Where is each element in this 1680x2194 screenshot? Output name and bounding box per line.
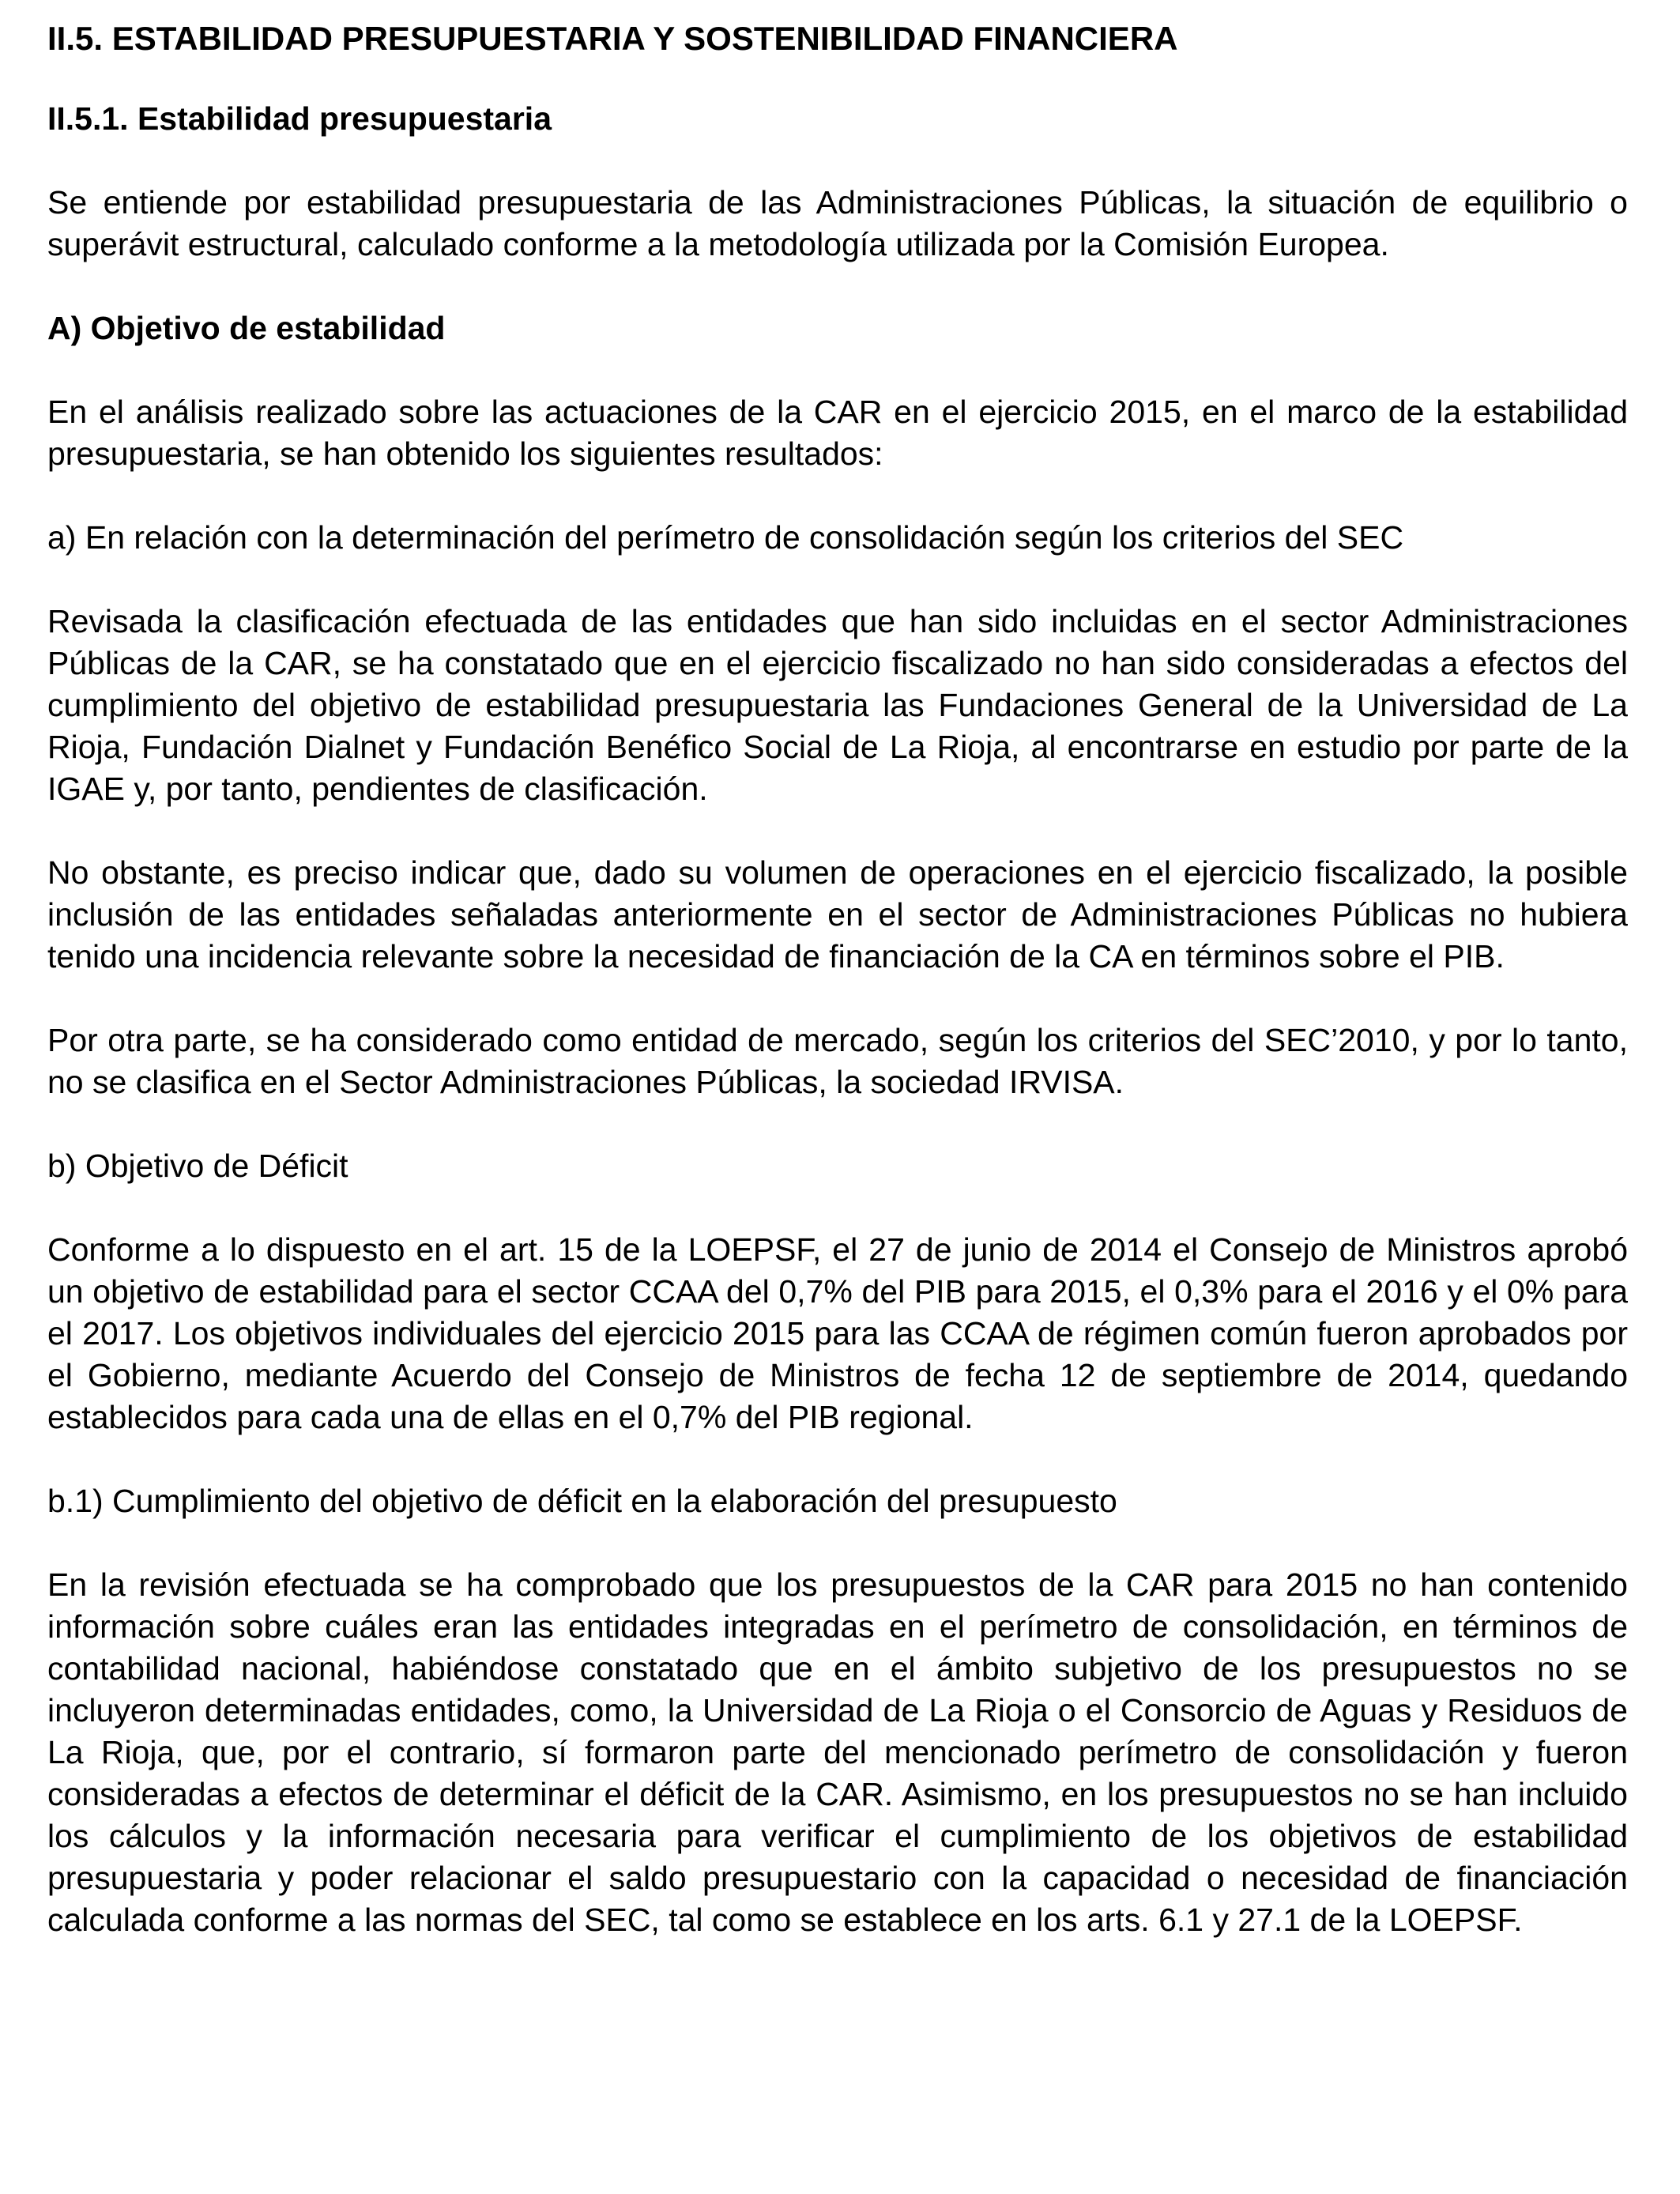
paragraph-no-obstante: No obstante, es preciso indicar que, dado su volumen de operaciones en el ejercicio fiscalizado, la posible inclusión de las entidades señaladas anteriormente en el sector de Administraciones Públicas no hubiera tenido una incidencia relevante sobre la necesidad de financiación de la CA en términos sobre el PIB. xyxy=(47,854,1628,974)
item-b1-cumplimiento: b.1) Cumplimiento del objetivo de déficit en la elaboración del presupuesto xyxy=(47,1483,1117,1519)
intro-paragraph: Se entiende por estabilidad presupuestaria de las Administraciones Públicas, la situación de equilibrio o superávit estructural, calculado conforme a la metodología utilizada por la Comisión Europea. xyxy=(47,184,1628,262)
paragraph-analisis: En el análisis realizado sobre las actuaciones de la CAR en el ejercicio 2015, en el marco de la estabilidad presupuestaria, se han obtenido los siguientes resultados: xyxy=(47,394,1628,472)
paragraph-irvisa: Por otra parte, se ha considerado como entidad de mercado, según los criterios del SEC’2010, y por lo tanto, no se clasifica en el Sector Administraciones Públicas, la sociedad IRVISA. xyxy=(47,1022,1628,1100)
subsection-title: II.5.1. Estabilidad presupuestaria xyxy=(47,100,552,137)
document-page xyxy=(47,17,1628,1983)
item-a-perimetro: a) En relación con la determinación del perímetro de consolidación según los criterios del SEC xyxy=(47,519,1404,556)
paragraph-clasificacion: Revisada la clasificación efectuada de las entidades que han sido incluidas en el sector Administraciones Públicas de la CAR, se ha constatado que en el ejercicio fiscalizado no han sido consideradas a efectos del cumplimiento del objetivo de estabilidad presupuestaria las Fundaciones General de la Universidad de La Rioja, Fundación Dialnet y Fundación Benéfico Social de La Rioja, al encontrarse en estudio por parte de la IGAE y, por tanto, pendientes de clasificación. xyxy=(47,603,1628,807)
heading-objetivo-estabilidad: A) Objetivo de estabilidad xyxy=(47,310,446,346)
paragraph-loepsf: Conforme a lo dispuesto en el art. 15 de la LOEPSF, el 27 de junio de 2014 el Consejo de Ministros aprobó un objetivo de estabilidad para el sector CCAA del 0,7% del PIB para 2015, el 0,3% para el 2016 y el 0% para el 2017. Los objetivos individuales del ejercicio 2015 para las CCAA de régimen común fueron aprobados por el Gobierno, mediante Acuerdo del Consejo de Ministros de fecha 12 de septiembre de 2014, quedando establecidos para cada una de ellas en el 0,7% del PIB regional. xyxy=(47,1231,1628,1435)
section-title: II.5. ESTABILIDAD PRESUPUESTARIA Y SOSTENIBILIDAD FINANCIERA xyxy=(47,20,1178,57)
paragraph-revision: En la revisión efectuada se ha comprobado que los presupuestos de la CAR para 2015 no han contenido información sobre cuáles eran las entidades integradas en el perímetro de consolidación, en términos de contabilidad nacional, habiéndose constatado que en el ámbito subjetivo de los presupuestos no se incluyeron determinadas entidades, como, la Universidad de La Rioja o el Consorcio de Aguas y Residuos de La Rioja, que, por el contrario, sí formaron parte del mencionado perímetro de consolidación y fueron consideradas a efectos de determinar el déficit de la CAR. Asimismo, en los presupuestos no se han incluido los cálculos y la información necesaria para verificar el cumplimiento de los objetivos de estabilidad presupuestaria y poder relacionar el saldo presupuestario con la capacidad o necesidad de financiación calculada conforme a las normas del SEC, tal como se establece en los arts. 6.1 y 27.1 de la LOEPSF. xyxy=(47,1566,1628,1938)
item-b-deficit: b) Objetivo de Déficit xyxy=(47,1148,348,1184)
